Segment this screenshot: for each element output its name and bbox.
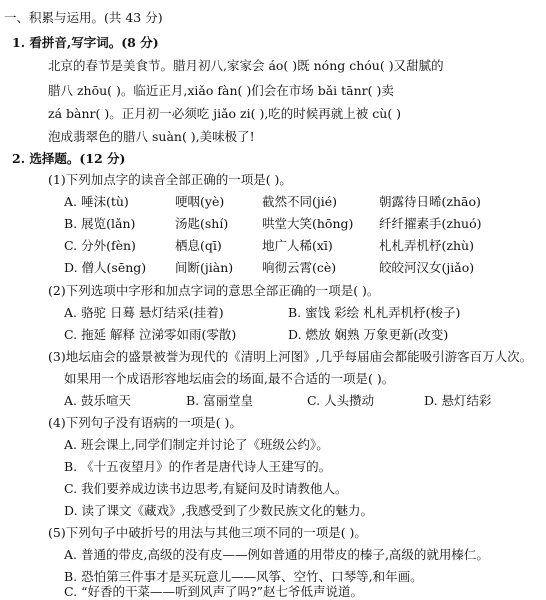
- q1-line-1: 北京的春节是美食节。腊月初八,家家会 áo( )既 nóng chóu( )又甜腻的: [48, 58, 444, 73]
- q2-sub4-option-c: C. 我们要养成边读书边思考,有疑问及时请教他人。: [64, 481, 348, 496]
- q2-sub2-option-d: D. 燃放 娴熟 万象更新(改变): [288, 327, 449, 342]
- q2-sub1-option-a-3: 截然不同(jié): [262, 194, 338, 209]
- q2-sub3-option-a: A. 鼓乐喧天: [64, 393, 131, 408]
- q2-sub4-option-a: A. 班会课上,同学们制定并讨论了《班级公约》。: [64, 437, 329, 452]
- q1-line-4: 泡成翡翠色的腊八 suàn( ),美味极了!: [48, 129, 255, 144]
- q2-sub1-option-a-4: 朝露待日晞(zhāo): [379, 194, 481, 209]
- q2-title: 2. 选择题。(12 分): [12, 151, 126, 166]
- q2-sub2-option-b: B. 蜜饯 彩绘 札札弄机杼(梭子): [288, 305, 461, 320]
- q2-sub2-option-c: C. 拖延 解释 泣涕零如雨(零散): [64, 327, 237, 342]
- q1-line-2: 腊八 zhōu( )。临近正月,xiǎo fàn( )们会在市场 bǎi tānr( )卖: [48, 83, 394, 98]
- q2-sub1-option-c-3: 地广人稀(xī): [262, 238, 333, 253]
- q1-title: 1. 看拼音,写字词。(8 分): [12, 35, 159, 50]
- section-title: 一、积累与运用。(共 43 分): [4, 10, 163, 25]
- q2-sub1-option-b-4: 纤纤擢素手(zhuó): [379, 216, 482, 231]
- q2-sub1-option-b-3: 哄堂大笑(hōng): [262, 216, 354, 231]
- q2-sub1-option-c-4: 札札弄机杼(zhù): [379, 238, 474, 253]
- q2-sub3-option-c: C. 人头攒动: [307, 393, 375, 408]
- q2-sub3-option-d: D. 悬灯结彩: [424, 393, 492, 408]
- q2-sub5-option-a: A. 普通的带皮,高级的没有皮——例如普通的用带皮的榛子,高级的就用榛仁。: [64, 547, 489, 562]
- q2-sub1-option-a-1: A. 唾沫(tù): [64, 194, 129, 209]
- q2-sub1-option-b-2: 汤匙(shí): [175, 216, 229, 231]
- q2-sub2-option-a: A. 骆驼 日蓦 悬灯结采(挂着): [64, 305, 224, 320]
- q2-sub2-stem: (2)下列选项中字形和加点字词的意思全部正确的一项是( )。: [48, 283, 380, 298]
- q2-sub1-option-d-3: 响彻云霄(cè): [262, 260, 337, 275]
- q2-sub1-option-d-1: D. 僧人(sēng): [64, 260, 147, 275]
- q2-sub4-option-b: B. 《十五夜望月》的作者是唐代诗人王建写的。: [64, 459, 332, 474]
- q2-sub1-stem: (1)下列加点字的读音全部正确的一项是( )。: [48, 172, 292, 187]
- q2-sub1-option-d-4: 皎皎河汉女(jiǎo): [379, 260, 475, 275]
- q2-sub1-option-c-1: C. 分外(fèn): [64, 238, 136, 253]
- q2-sub4-option-d: D. 读了课文《藏戏》,我感受到了少数民族文化的魅力。: [64, 503, 373, 518]
- q2-sub1-option-d-2: 间断(jiàn): [175, 260, 234, 275]
- q2-sub3-stem: (3)地坛庙会的盛景被誉为现代的《清明上河图》,几乎每届庙会都能吸引游客百万人次。: [48, 349, 533, 364]
- q2-sub1-option-c-2: 栖息(qī): [175, 238, 222, 253]
- q2-sub3-stem-2: 如果用一个成语形容地坛庙会的场面,最不合适的一项是( )。: [64, 371, 395, 386]
- q2-sub1-option-b-1: B. 展览(lǎn): [64, 216, 136, 231]
- q2-sub5-option-c: C. “好香的干菜——听到风声了吗?”赵七爷低声说道。: [64, 584, 364, 599]
- q2-sub1-option-a-2: 哽咽(yè): [175, 194, 225, 209]
- q2-sub5-stem: (5)下列句子中破折号的用法与其他三项不同的一项是( )。: [48, 525, 367, 540]
- q2-sub5-option-b: B. 恐怕第三件事才是买玩意儿——风筝、空竹、口琴等,和年画。: [64, 569, 423, 584]
- q2-sub3-option-b: B. 富丽堂皇: [186, 393, 254, 408]
- q2-sub4-stem: (4)下列句子没有语病的一项是( )。: [48, 415, 242, 430]
- q1-line-3: zá bànr( )。正月初一必须吃 jiǎo zi( ),吃的时候再就上被 cù( ): [48, 106, 402, 121]
